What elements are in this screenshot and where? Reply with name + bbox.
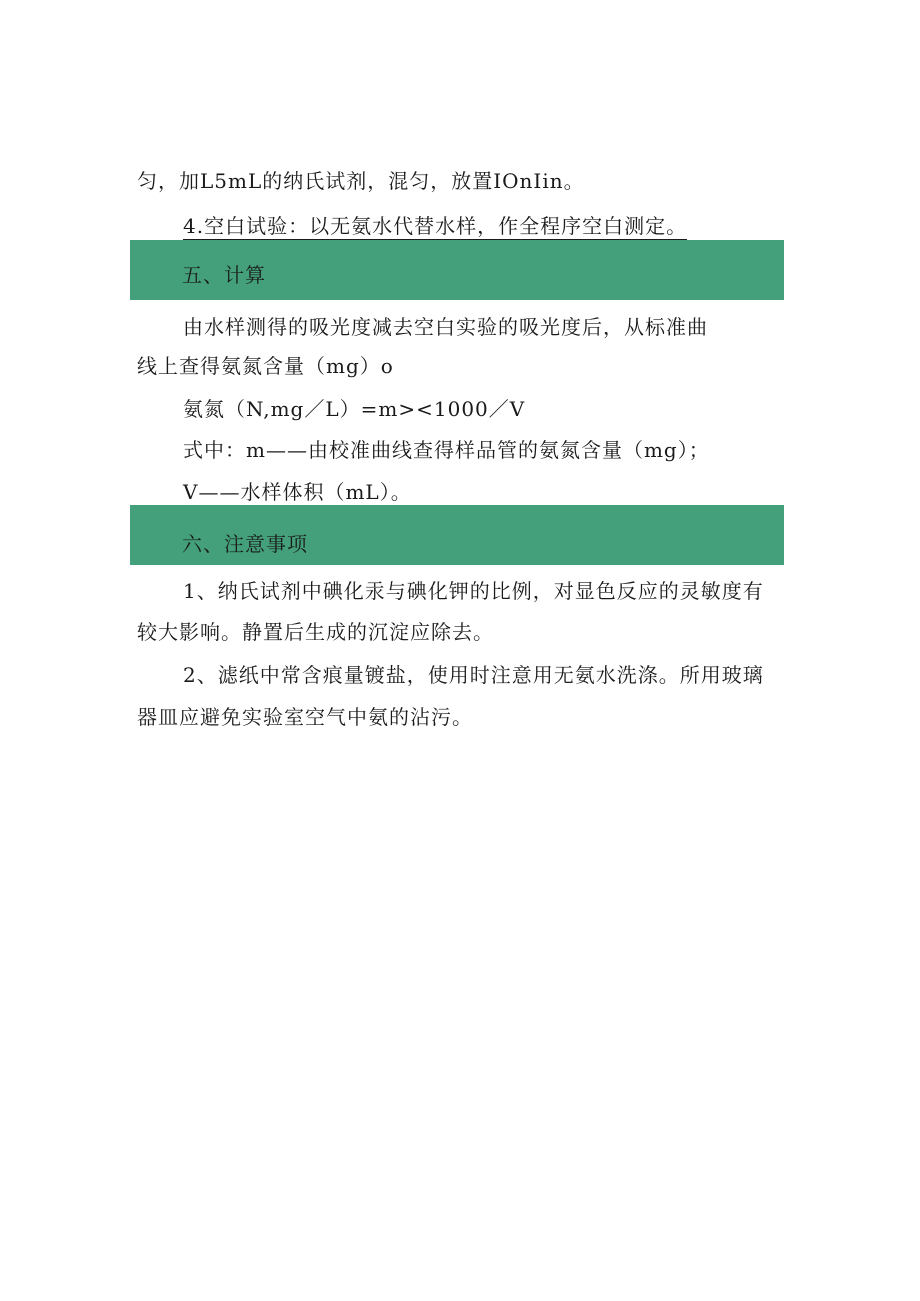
section-heading-band	[130, 240, 784, 300]
section-title-notes: 六、注意事项	[182, 532, 308, 556]
calc-paragraph-line2: 线上查得氨氮含量（mg）o	[137, 354, 394, 378]
note1-line1: 1、纳氏试剂中碘化汞与碘化钾的比例，对显色反应的灵敏度有	[183, 579, 764, 603]
continued-line: 匀，加L5mL的纳氏试剂，混匀，放置IOnIin。	[137, 169, 585, 193]
blank-test-item	[183, 212, 687, 240]
section-heading-band	[130, 505, 784, 565]
note2-line2: 器皿应避免实验室空气中氨的沾污。	[137, 705, 473, 729]
ammonia-formula: 氨氮（N,mg／L）=m><1000／V	[183, 397, 526, 421]
section-title-calculation: 五、计算	[182, 263, 266, 287]
formula-where-m: 式中：m——由校准曲线查得样品管的氨氮含量（mg）；	[183, 438, 710, 462]
blank-test-text: 4.空白试验：以无氨水代替水样，作全程序空白测定。	[183, 214, 688, 238]
formula-where-v-text: V——水样体积（mL）。	[183, 480, 412, 504]
note1-line2: 较大影响。静置后生成的沉淀应除去。	[137, 620, 494, 644]
note2-line1: 2、滤纸中常含痕量镀盐，使用时注意用无氨水洗涤。所用玻璃	[183, 663, 764, 687]
calc-paragraph-line1: 由水样测得的吸光度减去空白实验的吸光度后，从标准曲	[183, 315, 708, 339]
formula-where-v	[183, 478, 412, 506]
